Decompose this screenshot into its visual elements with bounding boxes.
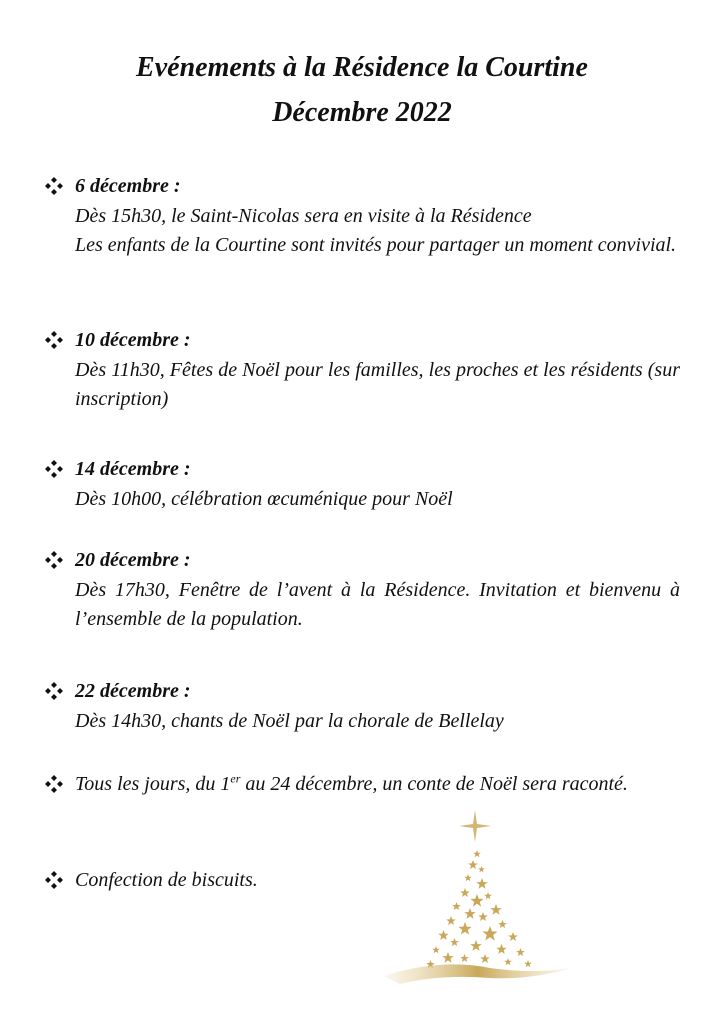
daily-tale-text-end: au 24 décembre, un conte de Noël sera raconté. [240, 773, 628, 795]
event-date: 22 décembre : [75, 680, 191, 702]
bullet-icon [44, 681, 64, 701]
event-description: Dès 17h30, Fenêtre de l’avent à la Résidence. Invitation et bienvenu à l’ensemble de la population. [75, 578, 680, 630]
daily-tale-text: Tous les jours, du 1 [75, 773, 231, 795]
event-description: Dès 14h30, chants de Noël par la chorale de Bellelay [75, 709, 504, 732]
event-date: 10 décembre : [75, 329, 191, 351]
event-date: 6 décembre : [75, 175, 181, 197]
event-description: Les enfants de la Courtine sont invités pour partager un moment convivial. [75, 234, 677, 256]
bullet-icon [44, 176, 64, 196]
event-date: 14 décembre : [75, 458, 191, 480]
event-item [44, 326, 680, 415]
biscuits-item [44, 866, 680, 896]
bullet-icon [44, 550, 64, 570]
bullet-icon [44, 774, 64, 794]
biscuits-text: Confection de biscuits. [75, 869, 258, 891]
ordinal-superscript: er [230, 771, 241, 786]
bullet-icon [44, 330, 64, 350]
bullet-icon [44, 870, 64, 890]
event-item [44, 455, 680, 514]
event-description: Dès 11h30, Fêtes de Noël pour les familles, les proches et les résidents (sur inscription) [75, 358, 680, 410]
event-item [44, 172, 680, 261]
daily-tale-item [44, 770, 680, 800]
bullet-icon [44, 459, 64, 479]
page-title: Evénements à la Résidence la Courtine [136, 52, 588, 83]
event-item [44, 677, 680, 736]
page-subtitle: Décembre 2022 [272, 97, 452, 128]
christmas-tree-stars-icon [380, 808, 580, 998]
event-description: Dès 15h30, le Saint-Nicolas sera en visite à la Résidence [75, 204, 532, 227]
event-description: Dès 10h00, célébration œcuménique pour Noël [75, 487, 453, 510]
event-date: 20 décembre : [75, 549, 191, 571]
event-item [44, 546, 680, 635]
